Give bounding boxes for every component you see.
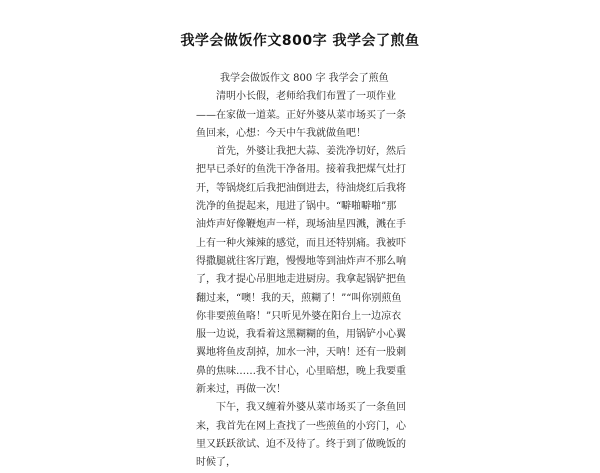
article-paragraph-3: 下午，我又缠着外婆从菜市场买了一条鱼回来，我首先在网上查找了一些煎鱼的小窍门，心里又跃跃欲试、迫不及待了。终于到了做晚饭的时候了，: [196, 402, 406, 469]
article-heading: 我学会做饭作文 800 字 我学会了煎鱼: [220, 73, 389, 84]
article-paragraph-1: 清明小长假，老师给我们布置了一项作业——在家做一道菜。正好外婆从菜市场买了一条鱼回来，心想：今天中午我就做鱼吧！: [196, 91, 406, 139]
article-body: [196, 70, 406, 473]
article-paragraph-2: 首先，外婆让我把大蒜、姜洗净切好，然后把早已杀好的鱼洗干净备用。接着我把煤气灶打开，等锅烧红后我把油倒进去，待油烧红后我将洗净的鱼提起来，甩进了锅中。“噼啪噼啪”那油炸声好像鞭炮声一样，现场油星四溅，溅在手上有一种火辣辣的感觉，而且还特别痛。我被吓得撒腿就往客厅跑，慢慢地等到油炸声不那么响了，我才提心吊胆地走进厨房。我拿起锅铲把鱼翻过来，“噢！我的天，煎糊了！”“叫你别煎鱼你非要煎鱼咯！”只听见外婆在阳台上一边凉衣服一边说，我看着这黑糊糊的鱼，用锅铲小心翼翼地将鱼皮刮掉，加水一沖，天呐！还有一股刺鼻的焦味……我不甘心，心里暗想，晚上我要重新来过，再做一次！: [196, 146, 406, 396]
page-title: 我学会做饭作文800字 我学会了煎鱼: [180, 33, 420, 49]
